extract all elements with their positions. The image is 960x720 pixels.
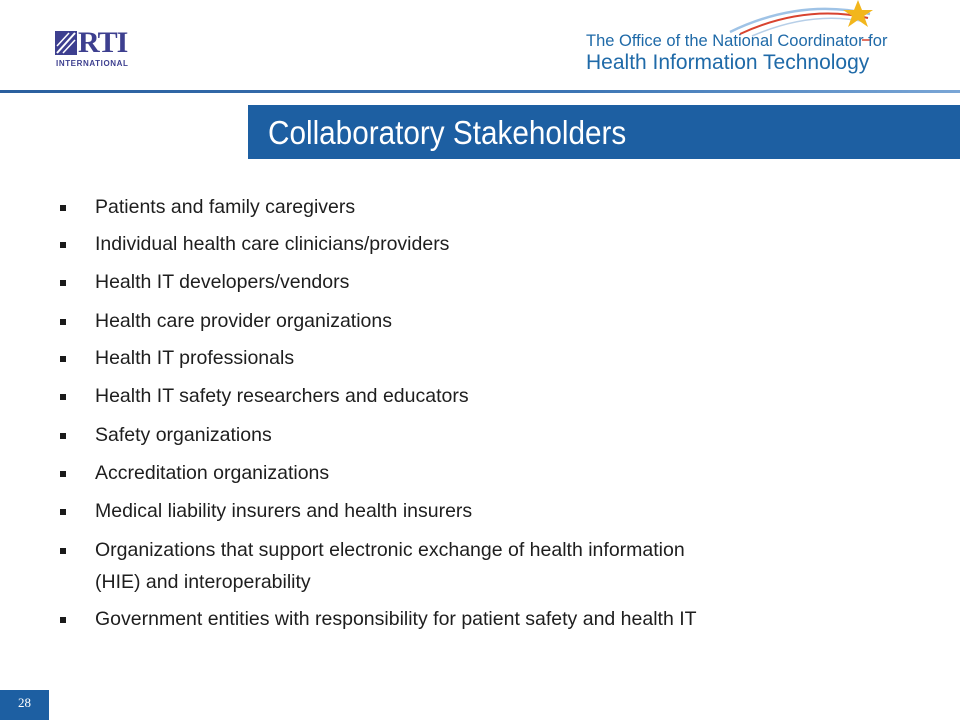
rti-wordmark: RTI	[78, 26, 128, 59]
header-divider	[0, 90, 960, 93]
title-bar	[248, 105, 960, 159]
list-item-text: Health IT developers/vendors	[95, 271, 350, 293]
onc-line-2: Health Information Technology	[586, 51, 870, 74]
list-item-text: Government entities with responsibility for patient safety and health IT	[95, 608, 697, 630]
list-item-text: Individual health care clinicians/providers	[95, 233, 450, 255]
list-item-text: Health IT professionals	[95, 347, 295, 369]
bullet-square-icon	[60, 319, 66, 325]
list-item-text: Health care provider organizations	[95, 310, 392, 332]
bullet-square-icon	[60, 394, 66, 400]
list-item-text: Patients and family caregivers	[95, 196, 356, 218]
bullet-square-icon	[60, 205, 66, 211]
bullet-square-icon	[60, 433, 66, 439]
bullet-square-icon	[60, 242, 66, 248]
rti-international-logo	[54, 28, 154, 72]
page-number: 28	[0, 690, 49, 720]
bullet-square-icon	[60, 548, 66, 554]
list-item-text: Organizations that support electronic exchange of health information	[95, 539, 685, 561]
bullet-square-icon	[60, 356, 66, 362]
onc-logo	[580, 0, 960, 80]
onc-line-1: The Office of the National Coordinator for	[586, 32, 888, 50]
list-item-text: Medical liability insurers and health insurers	[95, 500, 473, 522]
bullet-square-icon	[60, 280, 66, 286]
list-item-text: Safety organizations	[95, 424, 272, 446]
list-item-text: Accreditation organizations	[95, 462, 330, 484]
bullet-square-icon	[60, 471, 66, 477]
slide-title: Collaboratory Stakeholders	[268, 114, 627, 151]
bullet-square-icon	[60, 617, 66, 623]
list-item-text: Health IT safety researchers and educators	[95, 385, 469, 407]
list-item-text-continued: (HIE) and interoperability	[95, 571, 311, 593]
rti-subtitle: INTERNATIONAL	[56, 59, 129, 68]
bullet-square-icon	[60, 509, 66, 515]
rti-globe-icon	[54, 28, 80, 56]
